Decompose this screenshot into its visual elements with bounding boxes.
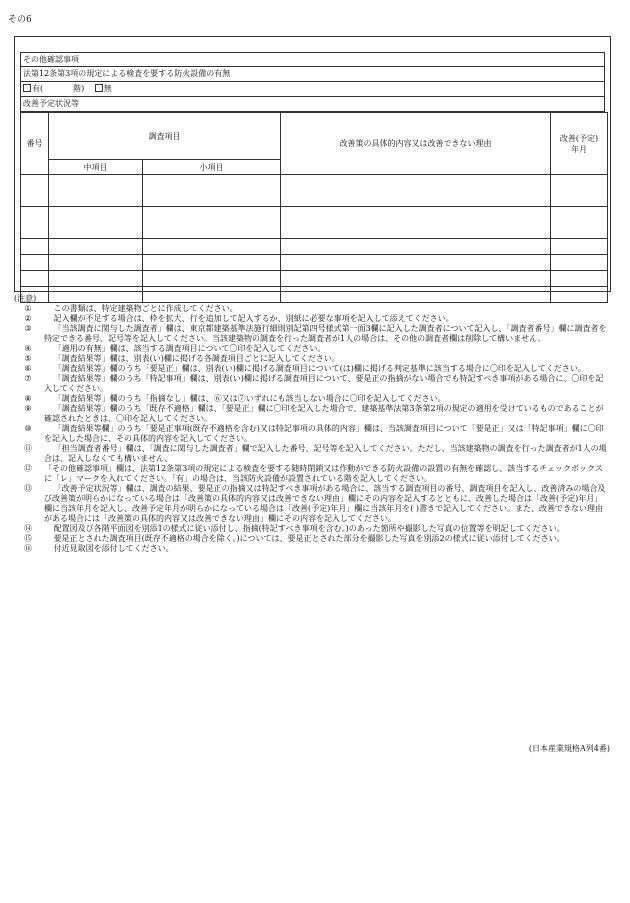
header-plan-line1: 改善(予定) (559, 133, 599, 143)
note-text: 「適用の有無」欄は、該当する調査項目について〇印を記入してください。 (53, 344, 326, 353)
note-item (16, 404, 610, 424)
plan-title: 改善予定状況等 (20, 97, 605, 112)
note-text: 「その他確認事項」欄は、法第12条第3項の規定による検査を要する随時閉鎖又は作動ができる防火設備の設置の有無を確認し、該当するチェックボックスに「レ」マークを入れてください。「有」の場合は、当該防火設備が設置されている階を記入してください。 (44, 464, 603, 483)
yes-checkbox[interactable] (23, 84, 31, 92)
note-number: ⑦ (24, 374, 32, 383)
note-item (16, 354, 610, 364)
note-text: 「調査結果等」欄のうち「既存不適格」欄は、「要是正」欄に〇印を記入した場合で、建築基準法第3条第2項の規定の適用を受けているものであることが確認されたときは、〇印を記入してください。 (44, 404, 604, 423)
table-row (21, 255, 608, 271)
note-text: 「調査結果等」欄のうち「要是正」欄は、別表(い)欄に掲げる調査項目について(は)欄に掲げる判定基準に該当する場合に〇印を記入してください。 (53, 364, 586, 373)
inspection-label: 法第12条第3項の規定による検査を要する防火設備の有無 (20, 67, 605, 82)
header-survey: 調査項目 (49, 113, 281, 160)
note-text: 要是正とされた調査項目(既存不適格の場合を除く。)については、要是正とされた部分を撮影した写真を別添2の様式に従い添付してください。 (53, 534, 565, 543)
note-number: ④ (24, 344, 32, 353)
note-number: ③ (24, 324, 32, 333)
note-text: 「調査結果等欄」のうち「要是正事項(既存不適格を含む)又は特記事項の具体的内容」欄は、当該調査項目について「要是正」又は「特記事項」欄に〇印を記入した場合に、その具体的内容を記入してください。 (44, 424, 604, 443)
header-small: 小項目 (143, 160, 281, 175)
note-number: ⑫ (24, 464, 32, 473)
note-text: 付近見取図を添付してください。 (53, 544, 174, 553)
yes-label: 有( (32, 84, 44, 93)
notes-title: (注意) (14, 294, 37, 303)
note-item (16, 544, 610, 554)
form-frame (14, 36, 611, 292)
note-item (16, 444, 610, 464)
header-middle: 中項目 (49, 160, 143, 175)
note-text: 「改善予定状況等」欄は、調査の結果、要是正の指摘又は特記すべき事項がある場合に、該当する調査項目の番号、調査項目を記入し、改善済みの場合及び改善策が明らかになっている場合は「改善策の具体的内容又は改善できない理由」欄にその内容を記入するとともに、改善した場合は「改善(予定)年月」欄に当該年月を記入し、改善予定年月が明らかになっている場合は「改善(予定)年月」欄に当該年月を( )書きで記入してください。また、改善できない理由がある場合には「改善策の具体的内容又は改善できない理由」欄にその内容を記入してください。 (44, 484, 606, 523)
note-number: ⑤ (24, 354, 32, 363)
note-item (16, 524, 610, 534)
note-text: 記入欄が不足する場合は、枠を拡大、行を追加して記入するか、別紙に必要な事項を記入して添えてください。 (53, 314, 454, 323)
note-number: ⑮ (24, 534, 32, 543)
improvement-table (20, 112, 608, 303)
note-text: 「調査結果等」欄のうち「特記事項」欄は、別表(い)欄に掲げる調査項目について、要是正の指摘がない場合でも特記すべき事項がある場合に、〇印を記入してください。 (44, 374, 604, 393)
note-item (16, 364, 610, 374)
table-row (21, 271, 608, 287)
note-number: ⑪ (24, 444, 32, 453)
note-item (16, 304, 610, 314)
note-number: ② (24, 314, 32, 323)
page-label: その6 (8, 15, 32, 25)
note-text: 配置図及び各階平面図を別添1の様式に従い添付し、指摘(特記すべき事項を含む。)のあった箇所や撮影した写真の位置等を明記してください。 (53, 524, 565, 533)
note-text: 「担当調査者番号」欄は、「調査に関与した調査者」欄で記入した番号、記号等を記入してください。ただし、当該建築物の調査を行った調査者が1人の場合は、記入しなくても構いません。 (44, 444, 607, 463)
header-number: 番号 (21, 113, 49, 175)
note-number: ⑭ (24, 524, 32, 533)
note-number: ⑯ (24, 544, 32, 553)
table-row (21, 239, 608, 255)
note-number: ⑬ (24, 484, 32, 493)
note-item (16, 424, 610, 444)
notes-section (16, 294, 610, 554)
header-plan-date (551, 113, 608, 175)
note-item (16, 394, 610, 404)
floor-label: 階) (73, 84, 85, 93)
form-inner (20, 52, 605, 303)
note-text: 「調査結果等」欄は、別表(い)欄に掲げる各調査項目ごとに記入してください。 (53, 354, 340, 363)
footer-paper-size: (日本産業規格A列4番) (528, 744, 610, 753)
table-row (21, 207, 608, 239)
note-text: 「当該調査に関与した調査者」欄は、東京都建築基準法施行細則別記第四号様式第一面3欄に記入した調査者について記入し、「調査者番号」欄に調査者を特定できる番号、記号等を記入してください。当該建築物の調査を行った調査者が1人の場合は、その他の調査者欄は削除して構いません。 (44, 324, 607, 343)
note-item (16, 324, 610, 344)
yes-no-row (20, 82, 605, 97)
header-detail: 改善策の具体的内容又は改善できない理由 (281, 113, 551, 175)
note-item (16, 314, 610, 324)
no-checkbox[interactable] (95, 84, 103, 92)
table-row (21, 175, 608, 207)
note-number: ⑧ (24, 394, 32, 403)
note-number: ⑨ (24, 404, 32, 413)
note-number: ① (24, 304, 32, 313)
note-item (16, 374, 610, 394)
note-text: この書類は、特定建築物ごとに作成してください。 (53, 304, 238, 313)
note-number: ⑩ (24, 424, 32, 433)
note-text: 「調査結果等」欄のうち「指摘なし」欄は、⑥又は⑦いずれにも該当しない場合に〇印を記入してください。 (53, 394, 446, 403)
note-number: ⑥ (24, 364, 32, 373)
note-item (16, 484, 610, 524)
note-item (16, 534, 610, 544)
section-title: その他確認事項 (20, 52, 605, 67)
note-item (16, 464, 610, 484)
no-label: 無 (103, 84, 112, 93)
header-plan-line2: 年月 (571, 144, 587, 154)
note-item (16, 344, 610, 354)
